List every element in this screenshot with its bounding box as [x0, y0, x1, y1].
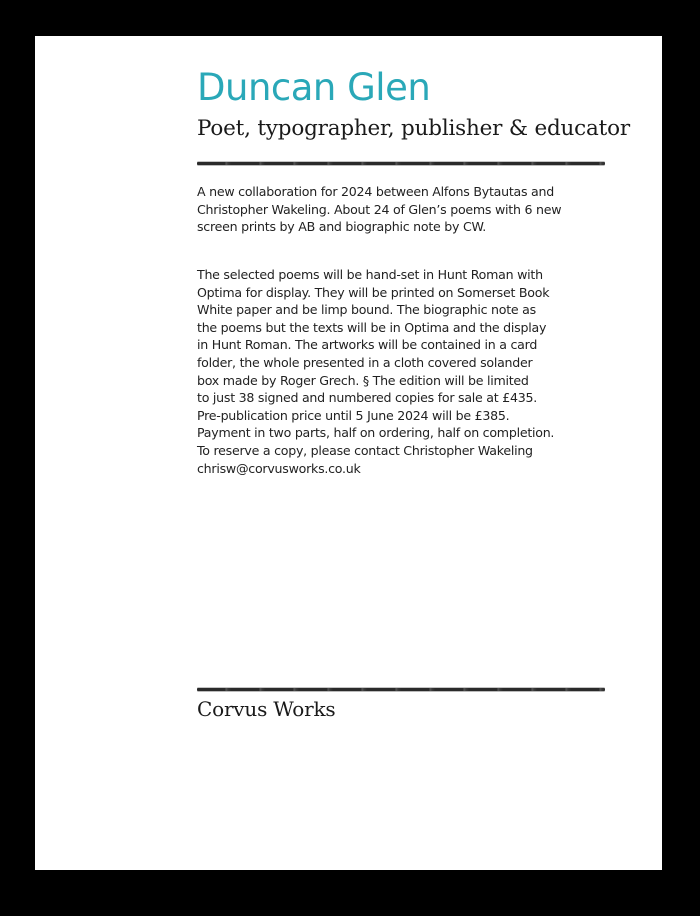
text-line: the poems but the texts will be in Optima and the display [197, 319, 547, 335]
document-subtitle: Poet, typographer, publisher & educator [197, 116, 630, 141]
bottom-rule-divider [197, 688, 605, 691]
text-line: box made by Roger Grech. § The edition will be limited [197, 372, 529, 388]
document-page [35, 36, 662, 870]
top-rule-divider [197, 162, 605, 165]
text-line: in Hunt Roman. The artworks will be contained in a card [197, 337, 538, 353]
text-line: White paper and be limp bound. The biographic note as [197, 302, 536, 318]
text-line: A new collaboration for 2024 between Alfons Bytautas and [197, 184, 554, 199]
text-line: folder, the whole presented in a cloth covered solander [197, 354, 533, 370]
document-title: Duncan Glen [197, 66, 431, 109]
details-paragraph [197, 266, 617, 477]
text-line: To reserve a copy, please contact Christopher Wakeling [197, 442, 533, 458]
text-line: Optima for display. They will be printed on Somerset Book [197, 284, 550, 300]
text-line: Christopher Wakeling. About 24 of Glen’s poems with 6 new [197, 201, 562, 217]
text-line: Pre-publication price until 5 June 2024 will be £385. [197, 407, 510, 423]
text-line: The selected poems will be hand-set in Hunt Roman with [197, 267, 543, 282]
text-line: Payment in two parts, half on ordering, half on completion. [197, 425, 555, 441]
text-line: screen prints by AB and biographic note by CW. [197, 219, 487, 235]
contact-email: chrisw@corvusworks.co.uk [197, 460, 361, 476]
text-line: to just 38 signed and numbered copies for sale at £435. [197, 390, 538, 406]
intro-paragraph [197, 183, 617, 236]
publisher-name: Corvus Works [197, 697, 336, 721]
